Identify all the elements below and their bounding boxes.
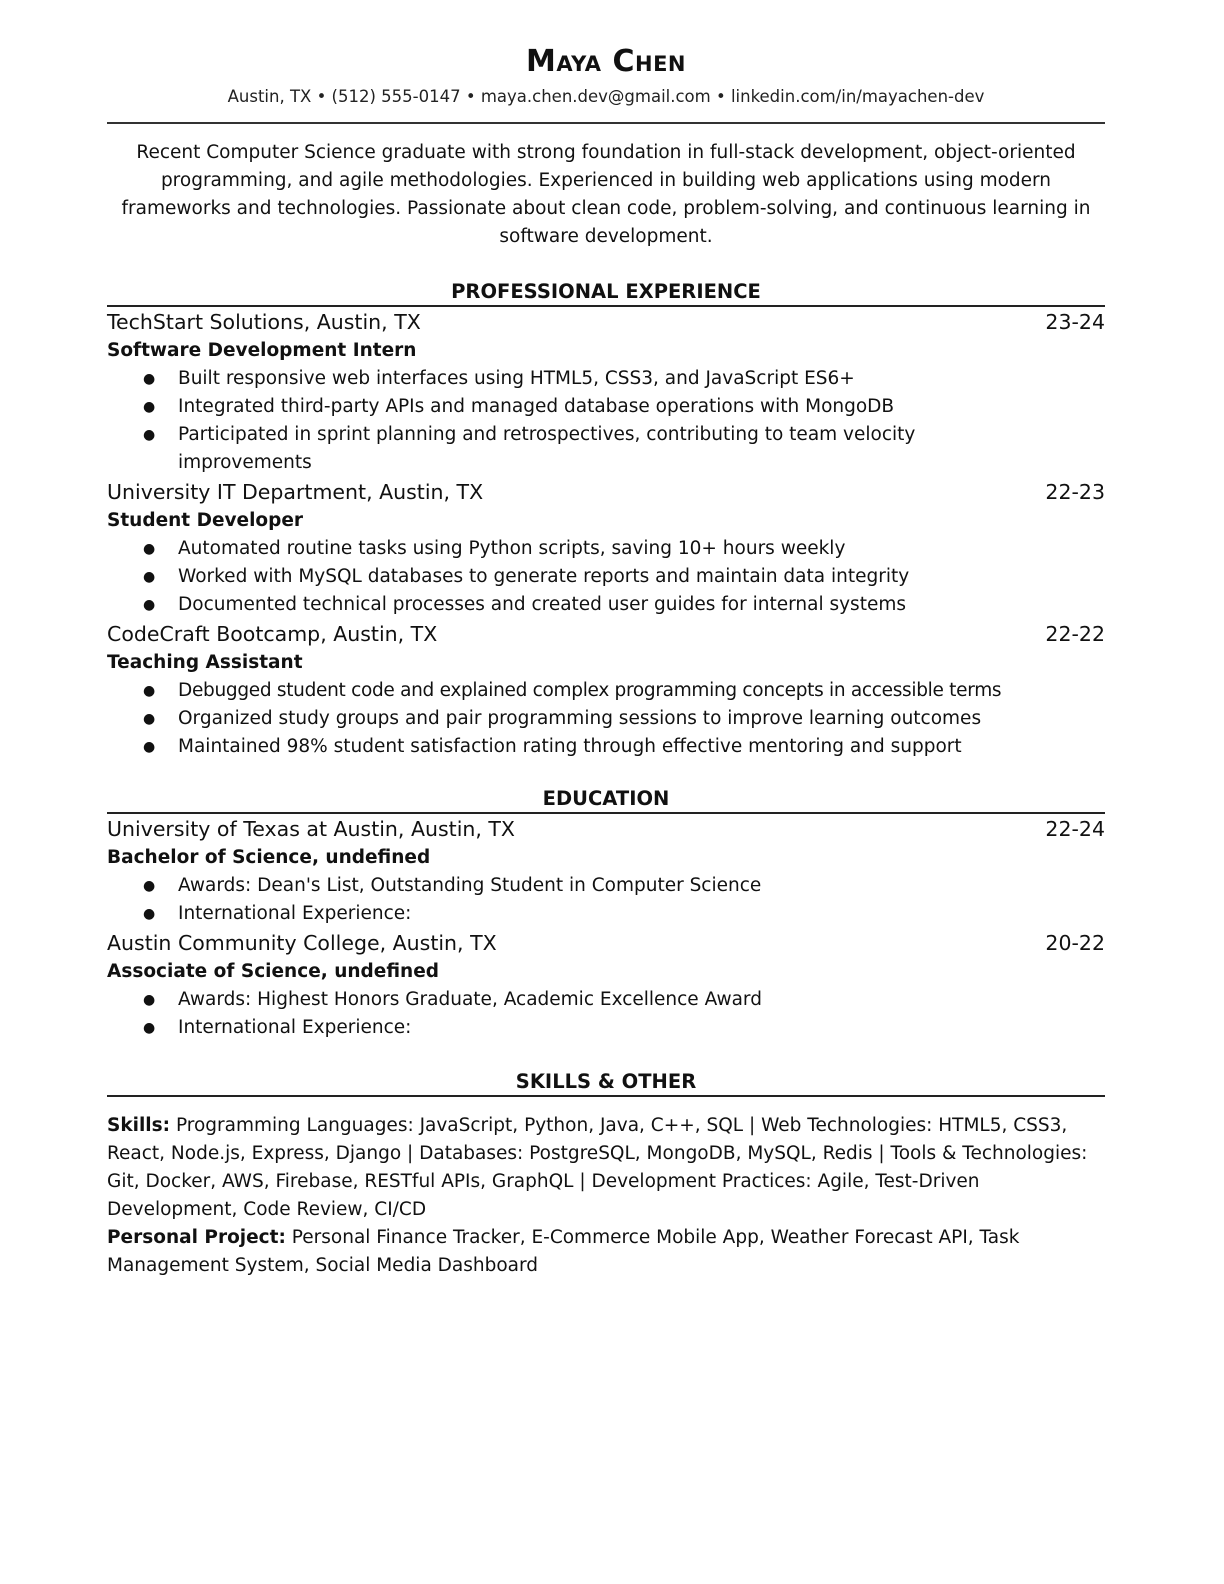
entry-organization: CodeCraft Bootcamp, Austin, TX xyxy=(107,621,438,646)
education-entry xyxy=(107,928,1105,1042)
entry-dates: 22-23 xyxy=(1045,479,1105,504)
list-item: ● Maintained 98% student satisfaction rating through effective mentoring and support xyxy=(107,733,1105,761)
bullet-icon: ● xyxy=(143,1019,156,1036)
entry-dates: 22-22 xyxy=(1045,621,1105,646)
bullet-icon: ● xyxy=(143,738,156,755)
experience-entry xyxy=(107,477,1105,619)
entry-dates: 23-24 xyxy=(1045,309,1105,334)
entry-organization: University of Texas at Austin, Austin, TX xyxy=(107,816,515,841)
entry-organization: University IT Department, Austin, TX xyxy=(107,479,484,504)
bullet-icon: ● xyxy=(143,877,156,894)
list-item: ● Documented technical processes and created user guides for internal systems xyxy=(107,591,1105,619)
list-item: ● Participated in sprint planning and retrospectives, contributing to team velocity improvements xyxy=(107,421,1105,477)
experience-entry xyxy=(107,619,1105,761)
education-section xyxy=(107,786,1105,1042)
skills-paragraph xyxy=(107,1112,1105,1224)
entry-role: Software Development Intern xyxy=(107,339,417,361)
entry-dates: 20-22 xyxy=(1045,930,1105,955)
personal-project-label: Personal Project: xyxy=(107,1226,286,1248)
list-item: ● Worked with MySQL databases to generate reports and maintain data integrity xyxy=(107,563,1105,591)
list-item: ● Integrated third-party APIs and managed database operations with MongoDB xyxy=(107,393,1105,421)
bullet-icon: ● xyxy=(143,710,156,727)
education-entry xyxy=(107,814,1105,928)
entry-organization: Austin Community College, Austin, TX xyxy=(107,930,497,955)
summary-paragraph: Recent Computer Science graduate with strong foundation in full-stack development, object-oriented programming, and agile methodologies. Experienced in building web applications using modern frameworks and technologies. Passionate about clean code, problem-solving, and continuous learning in software development. xyxy=(121,142,1091,247)
entry-degree: Associate of Science, undefined xyxy=(107,960,440,982)
bullet-icon: ● xyxy=(143,596,156,613)
contact-line: Austin, TX • (512) 555-0147 • maya.chen.dev@gmail.com • linkedin.com/in/mayachen-dev xyxy=(227,87,985,106)
list-item: ● International Experience: xyxy=(107,900,1105,928)
bullet-icon: ● xyxy=(143,568,156,585)
list-item: ● Automated routine tasks using Python scripts, saving 10+ hours weekly xyxy=(107,535,1105,563)
bullet-icon: ● xyxy=(143,426,156,443)
entry-role: Student Developer xyxy=(107,509,304,531)
list-item: ● Awards: Dean's List, Outstanding Student in Computer Science xyxy=(107,872,1105,900)
list-item: ● Awards: Highest Honors Graduate, Academic Excellence Award xyxy=(107,986,1105,1014)
entry-role: Teaching Assistant xyxy=(107,651,303,673)
bullet-icon: ● xyxy=(143,398,156,415)
entry-degree: Bachelor of Science, undefined xyxy=(107,846,431,868)
section-title-skills: SKILLS & OTHER xyxy=(515,1070,697,1093)
skills-section xyxy=(107,1069,1105,1280)
bullet-icon: ● xyxy=(143,905,156,922)
experience-entry xyxy=(107,307,1105,477)
entry-organization: TechStart Solutions, Austin, TX xyxy=(107,309,421,334)
entry-dates: 22-24 xyxy=(1045,816,1105,841)
list-item: ● International Experience: xyxy=(107,1014,1105,1042)
bullet-icon: ● xyxy=(143,991,156,1008)
bullet-icon: ● xyxy=(143,682,155,699)
section-title-experience: PROFESSIONAL EXPERIENCE xyxy=(451,280,761,303)
list-item: ● Organized study groups and pair programming sessions to improve learning outcomes xyxy=(107,705,1105,733)
section-title-education: EDUCATION xyxy=(542,787,670,810)
header-divider xyxy=(107,122,1105,124)
list-item: ● Built responsive web interfaces using HTML5, CSS3, and JavaScript ES6+ xyxy=(107,365,1105,393)
bullet-icon: ● xyxy=(143,540,156,557)
skills-text: Programming Languages: JavaScript, Python, Java, C++, SQL | Web Technologies: HTML5, CSS3, React, Node.js, Express, Django | Databases: PostgreSQL, MongoDB, MySQL, Redis | Tools & Technologies: Git, Docker, AWS, Firebase, RESTful APIs, GraphQL | Development Practices: Agile, Test-Driven Development, Code Review, CI/CD xyxy=(107,1114,1088,1220)
experience-section xyxy=(107,279,1105,761)
list-item: ● Debugged student code and explained complex programming concepts in accessible terms xyxy=(107,677,1105,705)
bullet-icon: ● xyxy=(143,370,156,387)
candidate-name: Maya Chen xyxy=(525,44,686,79)
personal-project-text: Personal Finance Tracker, E-Commerce Mobile App, Weather Forecast API, Task Management System, Social Media Dashboard xyxy=(107,1226,1020,1276)
skills-label: Skills: xyxy=(107,1114,171,1136)
personal-project-paragraph xyxy=(107,1224,1105,1280)
